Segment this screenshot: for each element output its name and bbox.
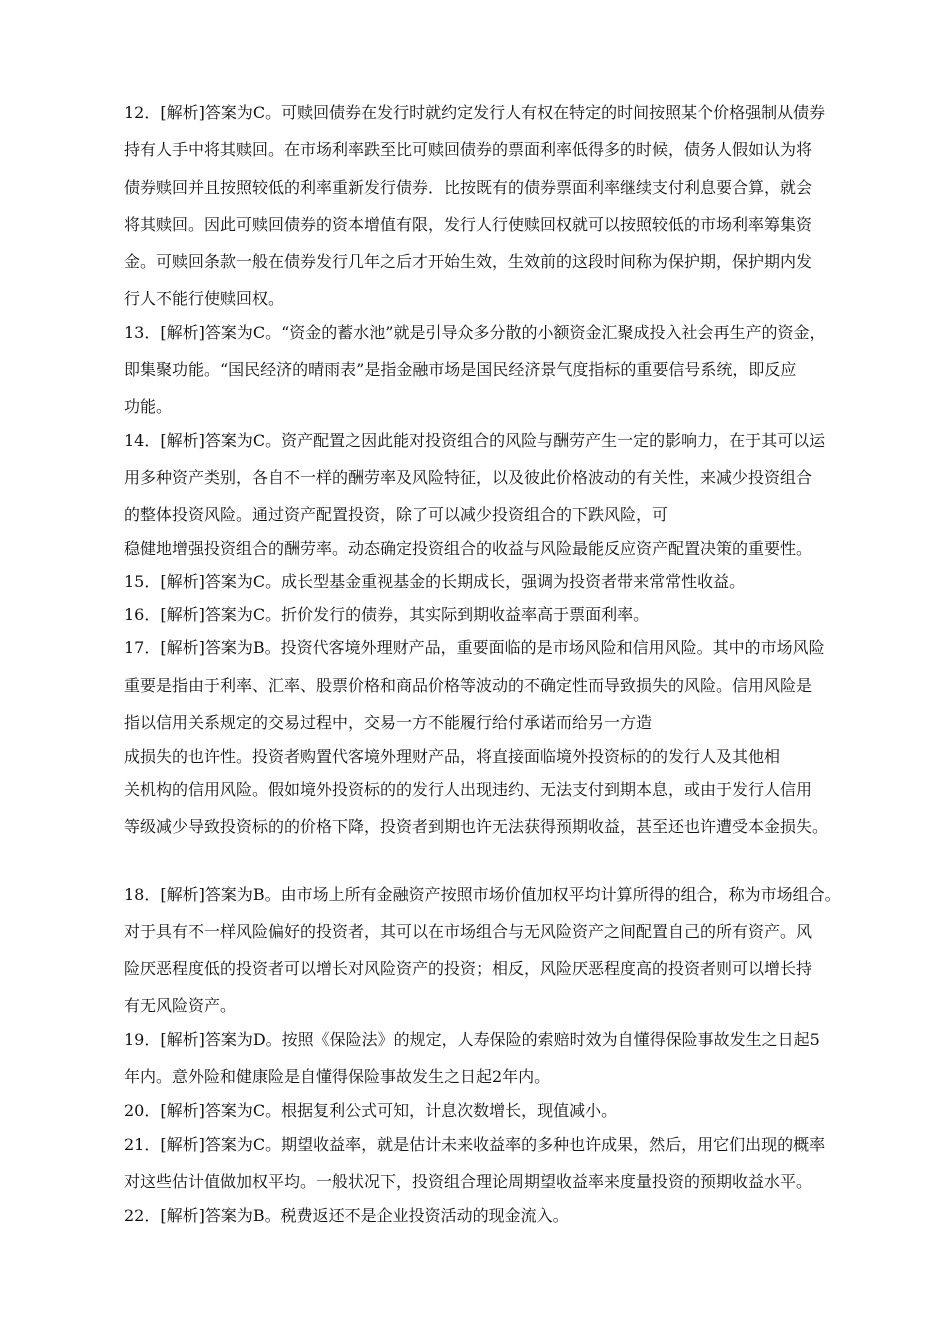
text-line: 20．[解析]答案为C。根据复利公式可知，计息次数增长，现值减小。	[124, 1101, 618, 1120]
text-line: 险厌恶程度低的投资者可以增长对风险资产的投资；相反，风险厌恶程度高的投资者则可以增长持	[124, 959, 813, 978]
text-line: 16．[解析]答案为C。折价发行的债券，其实际到期收益率高于票面利率。	[124, 605, 650, 624]
text-line: 有无风险资产。	[124, 996, 237, 1015]
text-line: 功能。	[124, 397, 173, 416]
text-line: 等级减少导致投资标的的价格下降，投资者到期也许无法获得预期收益，甚至还也许遭受本金损失。	[124, 817, 829, 836]
text-line: 关机构的信用风险。假如境外投资标的的发行人出现违约、无法支付到期本息，或由于发行人信用	[124, 780, 813, 799]
text-line: 稳健地增强投资组合的酬劳率。动态确定投资组合的收益与风险最能反应资产配置决策的重要性。	[124, 539, 813, 558]
text-line: 18．[解析]答案为B。由市场上所有金融资产按照市场价值加权平均计算所得的组合，称为市场组合。	[124, 885, 841, 904]
text-line: 19．[解析]答案为D。按照《保险法》的规定，人寿保险的索赔时效为自懂得保险事故发生之日起5	[124, 1030, 820, 1049]
text-line: 成损失的也许性。投资者购置代客境外理财产品，将直接面临境外投资标的的发行人及其他相	[124, 747, 781, 766]
text-line: 即集聚功能。“国民经济的晴雨表”是指金融市场是国民经济景气度指标的重要信号系统，即反应	[124, 360, 797, 379]
text-line: 13．[解析]答案为C。“资金的蓄水池”就是引导众多分散的小额资金汇聚成投入社会再生产的资金，	[124, 323, 826, 342]
text-line: 对于具有不一样风险偏好的投资者，其可以在市场组合与无风险资产之间配置自己的所有资产。风	[124, 922, 813, 941]
text-line: 用多种资产类别，各自不一样的酬劳率及风险特征，以及彼此价格波动的有关性，来减少投资组合	[124, 468, 813, 487]
text-line: 持有人手中将其赎回。在市场利率跌至比可赎回债券的票面利率低得多的时候，债务人假如认为将	[124, 140, 813, 159]
text-line: 年内。意外险和健康险是自懂得保险事故发生之日起2年内。	[124, 1067, 551, 1086]
text-line: 指以信用关系规定的交易过程中，交易一方不能履行给付承诺而给另一方造	[124, 713, 653, 732]
text-line: 14．[解析]答案为C。资产配置之因此能对投资组合的风险与酬劳产生一定的影响力，在于其可以运	[124, 431, 826, 450]
text-line: 15．[解析]答案为C。成长型基金重视基金的长期成长，强调为投资者带来常常性收益。	[124, 572, 746, 591]
text-line: 17．[解析]答案为B。投资代客境外理财产品，重要面临的是市场风险和信用风险。其中的市场风险	[124, 638, 825, 657]
text-line: 将其赎回。因此可赎回债券的资本增值有限，发行人行使赎回权就可以按照较低的市场利率筹集资	[124, 215, 813, 234]
text-line: 行人不能行使赎回权。	[124, 289, 285, 308]
text-line: 对这些估计值做加权平均。一般状况下，投资组合理论周期望收益率来度量投资的预期收益水平。	[124, 1172, 813, 1191]
text-line: 重要是指由于利率、汇率、股票价格和商品价格等波动的不确定性而导致损失的风险。信用风险是	[124, 676, 813, 695]
text-line: 12．[解析]答案为C。可赎回债券在发行时就约定发行人有权在特定的时间按照某个价格强制从债券	[124, 103, 826, 122]
text-line: 22．[解析]答案为B。税费返还不是企业投资活动的现金流入。	[124, 1206, 569, 1225]
text-line: 21．[解析]答案为C。期望收益率，就是估计未来收益率的多种也许成果，然后，用它们出现的概率	[124, 1135, 826, 1154]
text-line: 债券赎回并且按照较低的利率重新发行债券．比按既有的债券票面利率继续支付利息要合算，就会	[124, 178, 813, 197]
text-line: 的整体投资风险。通过资产配置投资，除了可以减少投资组合的下跌风险，可	[124, 505, 669, 524]
text-line: 金。可赎回条款一般在债券发行几年之后才开始生效，生效前的这段时间称为保护期，保护期内发	[124, 252, 813, 271]
